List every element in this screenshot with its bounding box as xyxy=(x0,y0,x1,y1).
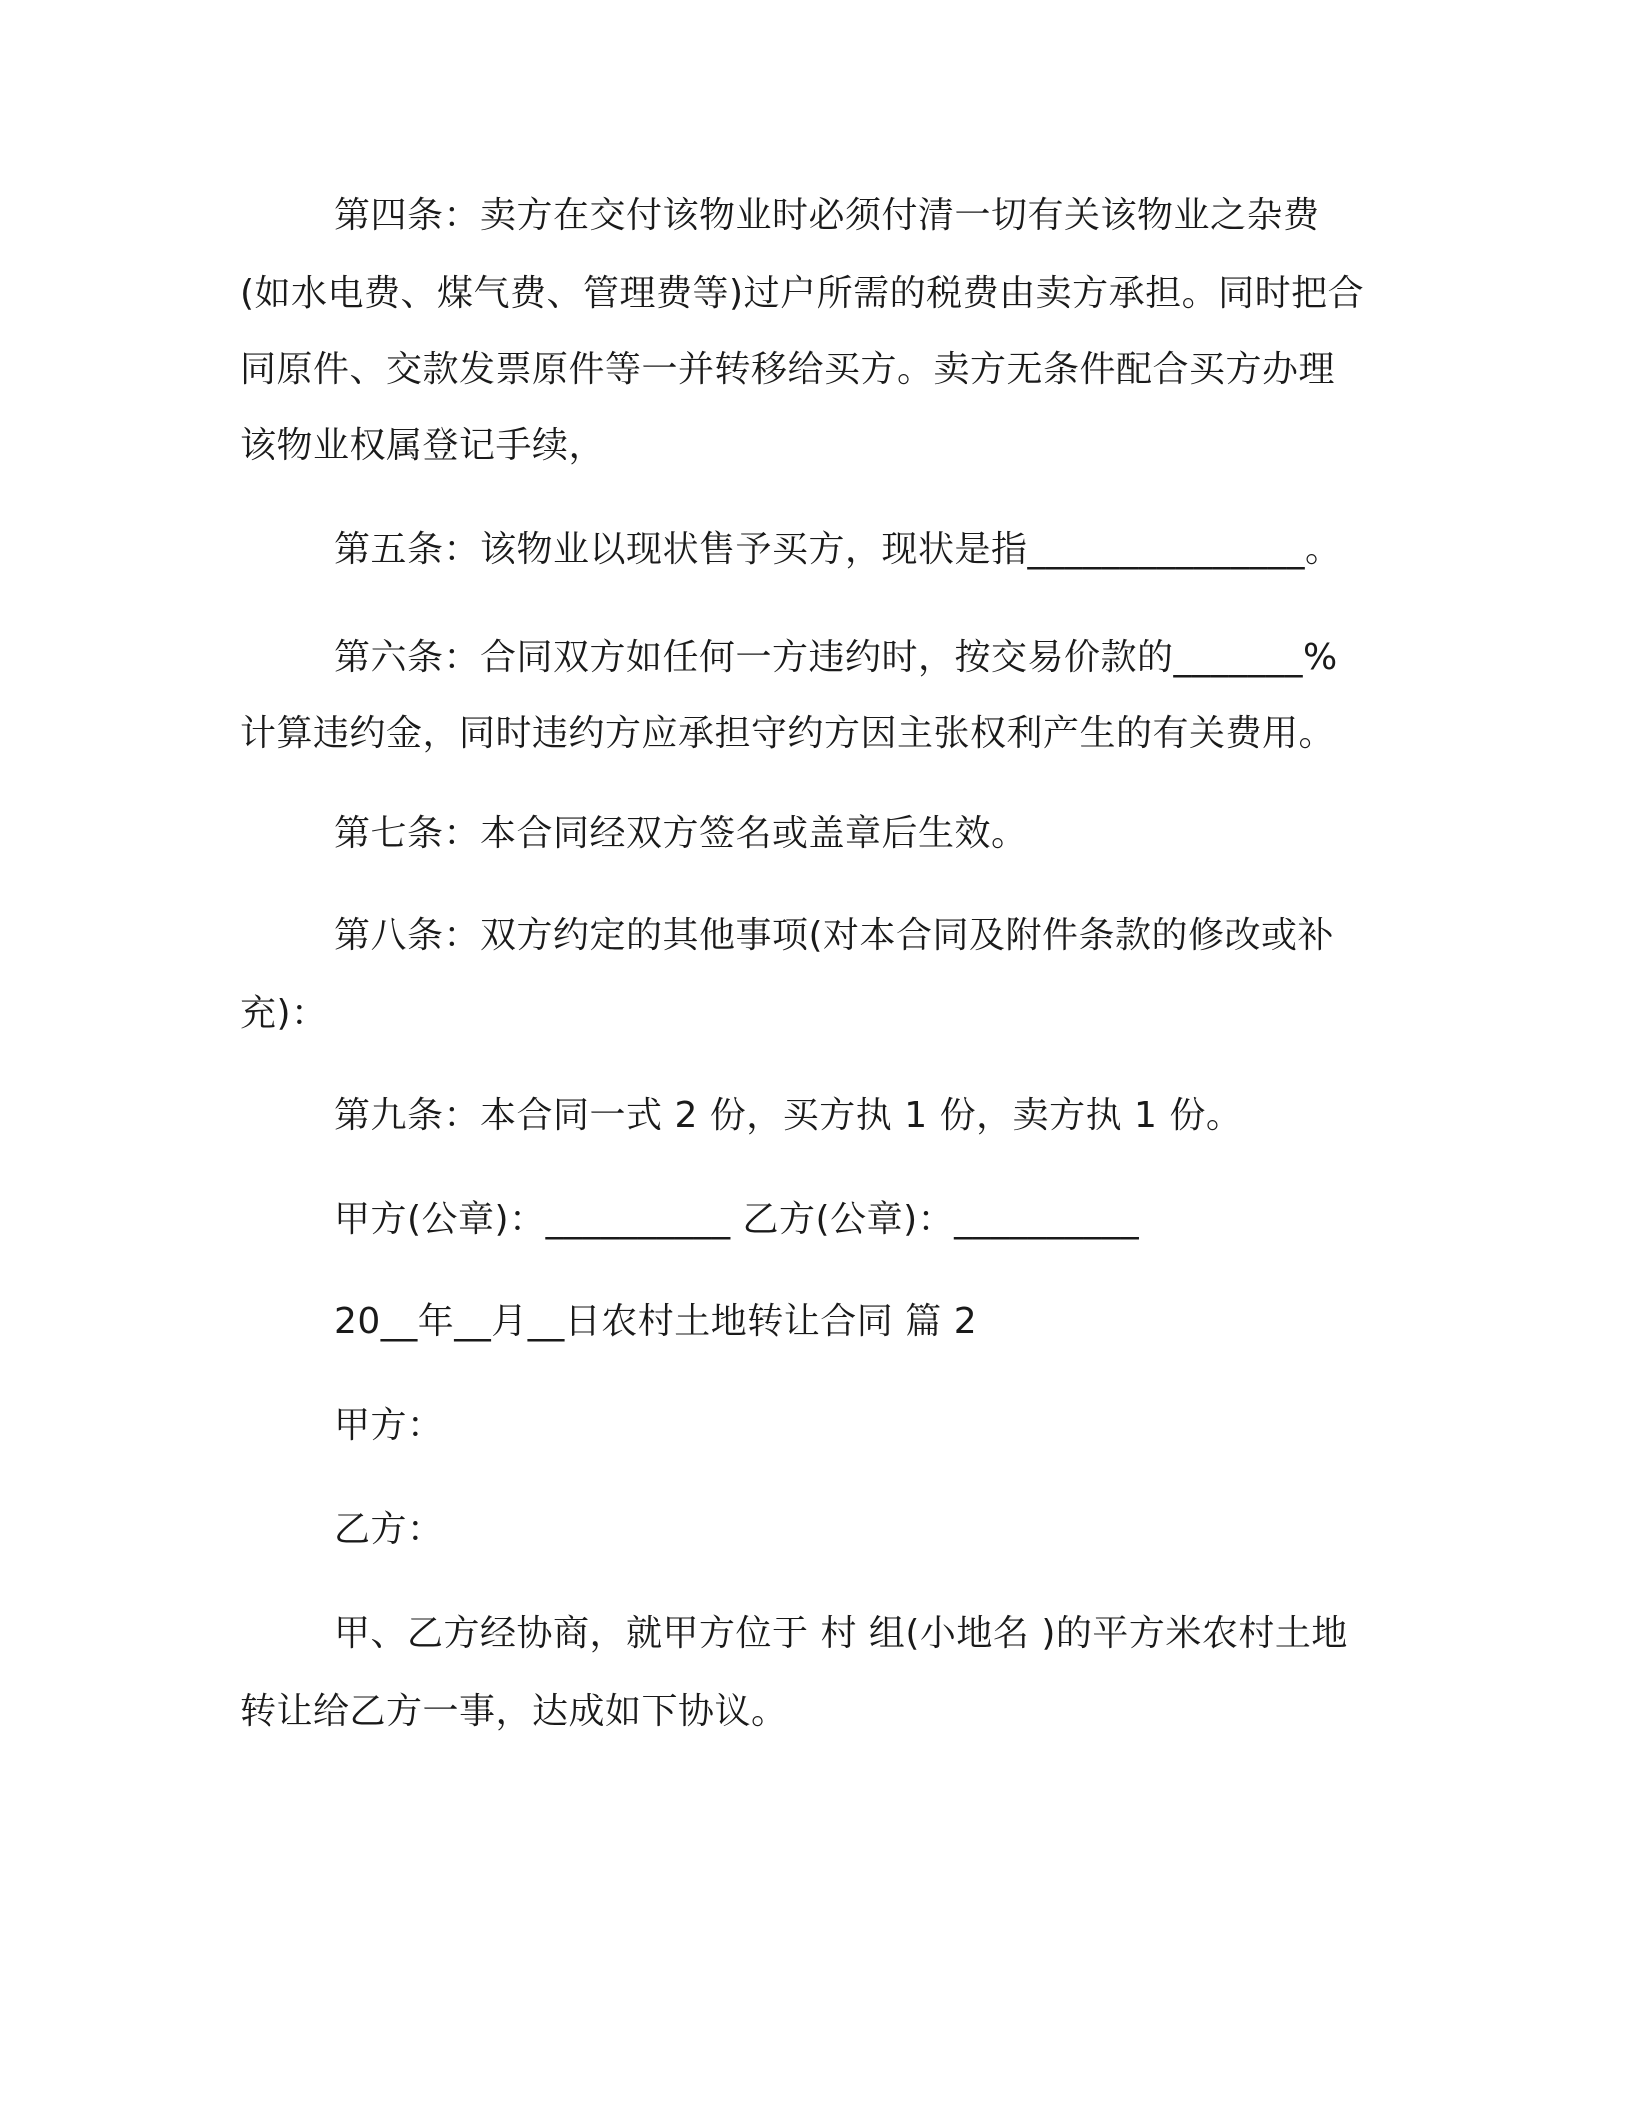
date-title-line: 20__年__月__日农村土地转让合同 篇 2 xyxy=(334,1301,978,1342)
article-4-line-1: 第四条：卖方在交付该物业时必须付清一切有关该物业之杂费 xyxy=(334,195,1320,236)
signature-line: 甲方(公章)：__________ 乙方(公章)：__________ xyxy=(334,1199,1140,1240)
article-4-line-4: 该物业权属登记手续， xyxy=(240,425,606,466)
article-9-line-1: 第九条：本合同一式 2 份，买方执 1 份，卖方执 1 份。 xyxy=(334,1095,1243,1136)
article-8-line-2: 充)： xyxy=(240,993,328,1034)
article-6-line-1: 第六条：合同双方如任何一方违约时，按交易价款的_______% xyxy=(334,637,1338,678)
article-8-line-1: 第八条：双方约定的其他事项(对本合同及附件条款的修改或补 xyxy=(334,915,1335,956)
article-4-line-3: 同原件、交款发票原件等一并转移给买方。卖方无条件配合买方办理 xyxy=(240,349,1336,390)
article-5-line-1: 第五条：该物业以现状售予买方，现状是指_______________。 xyxy=(334,529,1342,570)
article-7-line-1: 第七条：本合同经双方签名或盖章后生效。 xyxy=(334,813,1028,854)
article-4-line-2: (如水电费、煤气费、管理费等)过户所需的税费由卖方承担。同时把合 xyxy=(240,273,1365,314)
agreement-line-2: 转让给乙方一事，达成如下协议。 xyxy=(240,1691,788,1732)
party-a-label: 甲方： xyxy=(334,1405,444,1446)
article-6-line-2: 计算违约金，同时违约方应承担守约方因主张权利产生的有关费用。 xyxy=(240,713,1336,754)
party-b-label: 乙方： xyxy=(334,1509,444,1550)
agreement-line-1: 甲、乙方经协商，就甲方位于 村 组(小地名 )的平方米农村土地 xyxy=(334,1613,1348,1654)
